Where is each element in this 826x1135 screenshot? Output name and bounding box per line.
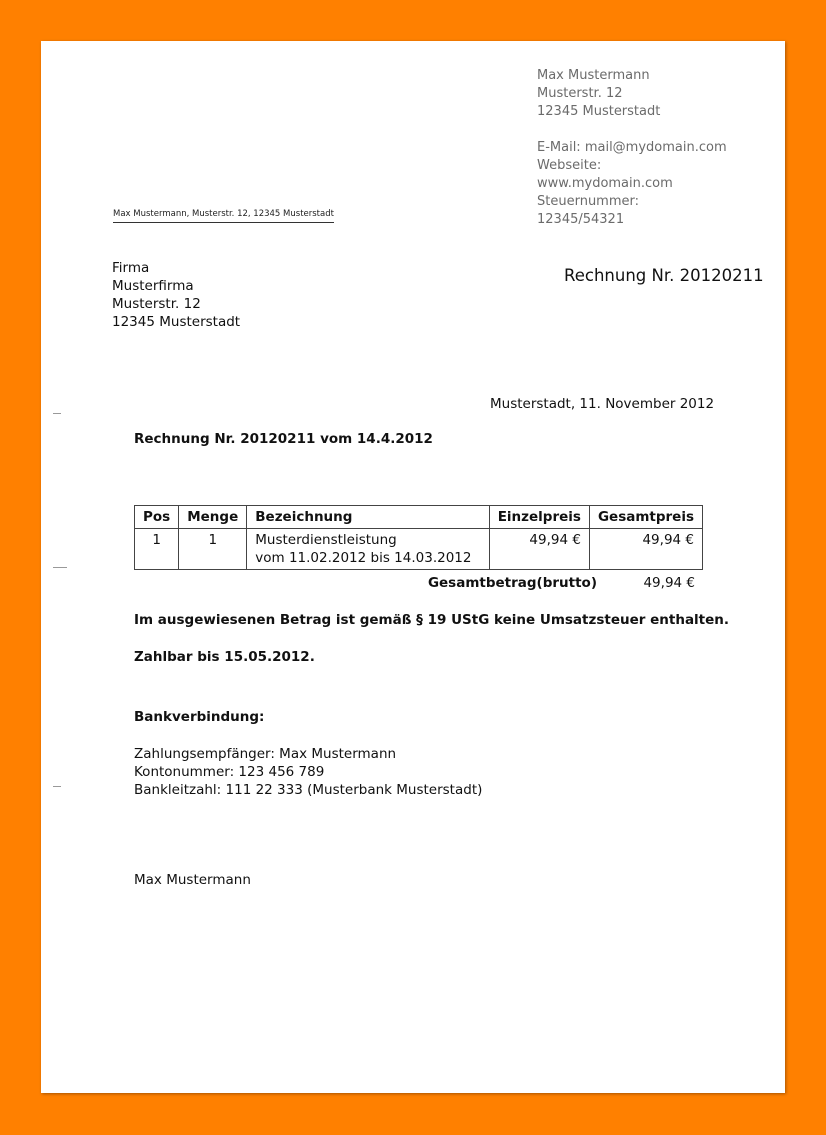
col-pos-header: Pos: [135, 506, 179, 529]
sender-website: www.mydomain.com: [537, 176, 673, 191]
sender-block: [537, 67, 727, 229]
tax-note: Im ausgewiesenen Betrag ist gemäß § 19 UStG keine Umsatzsteuer enthalten.: [134, 612, 730, 628]
letter-subject: Rechnung Nr. 20120211 vom 14.4.2012: [134, 431, 433, 447]
sender-website-label: Webseite:: [537, 158, 602, 173]
hole-mark: [53, 567, 67, 568]
sender-email: E-Mail: mail@mydomain.com: [537, 140, 727, 155]
cell-pos: 1: [135, 529, 179, 570]
sender-tax-label: Steuernummer:: [537, 194, 640, 209]
bank-code: Bankleitzahl: 111 22 333 (Musterbank Musterstadt): [134, 782, 483, 798]
total-value: 49,94 €: [643, 575, 695, 591]
bank-recipient: Zahlungsempfänger: Max Mustermann: [134, 746, 397, 762]
letter-date: Musterstadt, 11. November 2012: [490, 396, 715, 412]
due-date: Zahlbar bis 15.05.2012.: [134, 649, 315, 665]
signature-name: Max Mustermann: [134, 872, 251, 888]
cell-total-price: 49,94 €: [589, 529, 702, 570]
col-desc-header: Bezeichnung: [247, 506, 489, 529]
cell-unit-price: 49,94 €: [489, 529, 589, 570]
col-qty-header: Menge: [179, 506, 247, 529]
recipient-block: [112, 259, 240, 331]
recipient-line: Firma: [112, 260, 150, 276]
cell-desc: [247, 529, 489, 570]
sender-street: Musterstr. 12: [537, 86, 623, 101]
recipient-line: Musterstr. 12: [112, 296, 201, 312]
cell-desc-line2: vom 11.02.2012 bis 14.03.2012: [255, 550, 472, 566]
col-total-header: Gesamtpreis: [589, 506, 702, 529]
col-unit-header: Einzelpreis: [489, 506, 589, 529]
letter-page: [41, 41, 785, 1093]
fold-mark: [53, 413, 61, 414]
recipient-line: 12345 Musterstadt: [112, 314, 241, 330]
sender-tax-number: 12345/54321: [537, 212, 625, 227]
invoice-table: [134, 505, 703, 570]
sender-name: Max Mustermann: [537, 68, 650, 83]
total-label: Gesamtbetrag(brutto): [427, 575, 597, 591]
recipient-line: Musterfirma: [112, 278, 194, 294]
invoice-title: Rechnung Nr. 20120211: [564, 266, 764, 285]
bank-account: Kontonummer: 123 456 789: [134, 764, 325, 780]
sender-city: 12345 Musterstadt: [537, 104, 661, 119]
return-address: Max Mustermann, Musterstr. 12, 12345 Musterstadt: [113, 209, 334, 223]
table-row: [135, 529, 703, 570]
bank-details: [134, 745, 482, 799]
cell-desc-line1: Musterdienstleistung: [255, 532, 397, 548]
table-header-row: [135, 506, 703, 529]
bank-heading: Bankverbindung:: [134, 709, 265, 725]
fold-mark: [53, 786, 61, 787]
cell-qty: 1: [179, 529, 247, 570]
